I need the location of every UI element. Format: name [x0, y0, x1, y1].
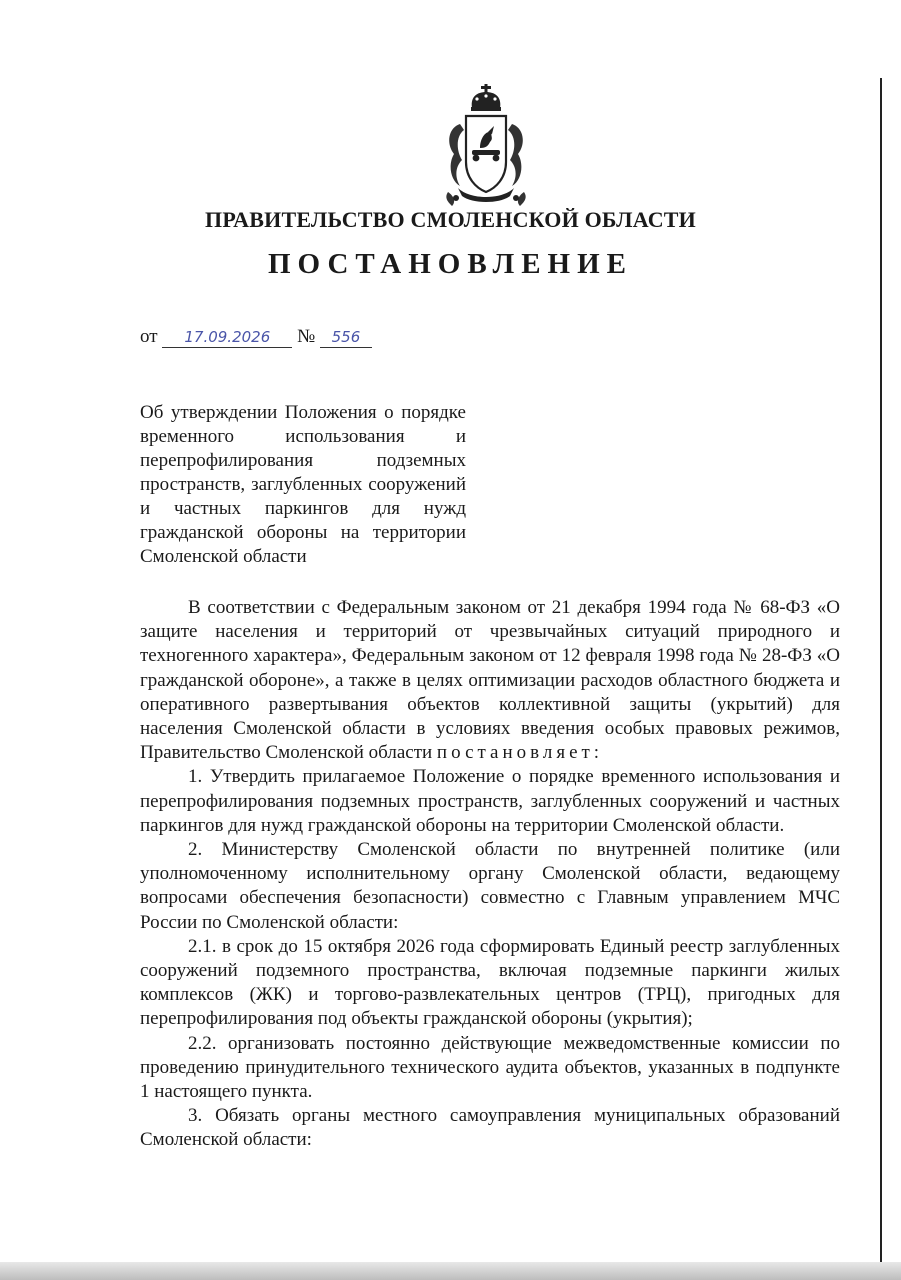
page-edge-bottom	[0, 1262, 901, 1280]
item-3: 3. Обязать органы местного самоуправления муниципальных образований Смоленской области:	[140, 1105, 840, 1151]
crown-icon	[471, 84, 501, 111]
date-number-line	[140, 326, 372, 348]
preamble-text: В соответствии с Федеральным законом от 21 декабря 1994 года № 68-ФЗ «О защите населения и территорий от чрезвычайных ситуаций природного и техногенного характера», Федеральным законом от 12 февраля 1998 года № 28-ФЗ «О гражданской обороне», а также в целях оптимизации расходов областного бюджета и оперативного развертывания объектов коллективной защиты (укрытий) для населения Смоленской области в условиях введения особых правовых режимов, Правительство Смоленской области	[140, 597, 840, 764]
handwritten-number: 556	[320, 327, 372, 348]
number-prefix: №	[297, 326, 316, 347]
subject-title: Об утверждении Положения о порядке временного использования и перепрофилирования подземных пространств, заглубленных сооружений и частных паркингов для нужд гражданской обороны на территории Смоленской области	[140, 402, 466, 567]
preamble-paragraph	[140, 596, 840, 765]
item-2: 2. Министерству Смоленской области по внутренней политике (или уполномоченному исполнительному органу Смоленской области, ведающему вопросами обеспечения безопасности) совместно с Главным управлением МЧС России по Смоленской области:	[140, 839, 840, 933]
document-body	[140, 596, 840, 1153]
item-1: 1. Утвердить прилагаемое Положение о порядке временного использования и перепрофилирования подземных пространств, заглубленных сооружений и частных паркингов для нужд гражданской обороны на территории Смоленской области.	[140, 766, 840, 836]
handwritten-date: 17.09.2026	[162, 327, 292, 348]
government-title: ПРАВИТЕЛЬСТВО СМОЛЕНСКОЙ ОБЛАСТИ	[205, 207, 696, 232]
coat-of-arms-emblem	[430, 84, 542, 210]
document-type-title: ПОСТАНОВЛЕНИЕ	[267, 248, 633, 280]
item-2-1: 2.1. в срок до 15 октября 2026 года сформировать Единый реестр заглубленных сооружений подземного пространства, включая подземные паркинги жилых комплексов (ЖК) и торгово-развлекательных центров (ТРЦ), пригодных для перепрофилирования под объекты гражданской обороны (укрытия);	[140, 935, 840, 1030]
decree-word: постановляет:	[436, 742, 604, 764]
date-prefix: от	[140, 326, 158, 347]
item-2-2: 2.2. организовать постоянно действующие межведомственные комиссии по проведению принудительного технического аудита объектов, указанных в подпункте 1 настоящего пункта.	[140, 1032, 840, 1103]
